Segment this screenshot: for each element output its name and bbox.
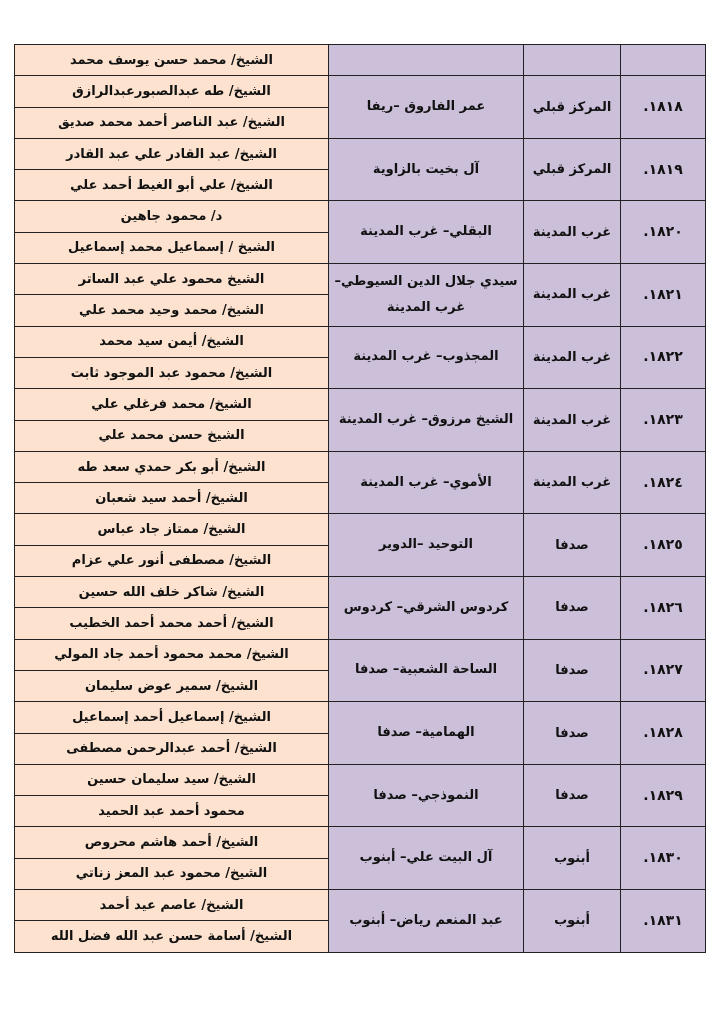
name-cell: الشيخ/ أسامة حسن عبد الله فضل الله [15,921,329,952]
name-cell: الشيخ/ أحمد عبدالرحمن مصطفى [15,733,329,764]
name-cell: الشيخ/ عاصم عيد أحمد [15,890,329,921]
name-cell: الشيخ/ أحمد محمد أحمد الخطيب [15,608,329,639]
number-cell: ١٨١٩. [621,138,706,201]
name-cell: الشيخ/ أحمد هاشم محروص [15,827,329,858]
location-cell: صدفا [524,514,621,577]
mosque-cell: عمر الفاروق –ريفا [329,76,524,139]
location-cell: صدفا [524,764,621,827]
number-cell: ١٨٣١. [621,890,706,953]
location-cell: غرب المدينة [524,201,621,264]
name-cell: الشيخ/ محمود عبد المعز زناتي [15,858,329,889]
table-row [15,389,706,420]
mosque-cell: عبد المنعم رياض– أبنوب [329,890,524,953]
name-cell: الشيخ/ أبو بكر حمدي سعد طه [15,451,329,482]
number-cell: ١٨٢٨. [621,702,706,765]
name-cell: الشيخ/ محمد حسن يوسف محمد [15,45,329,76]
mosque-cell: الساحة الشعبية– صدفا [329,639,524,702]
mosque-cell: الشيخ مرزوق– غرب المدينة [329,389,524,452]
table-row [15,764,706,795]
name-cell: الشيخ/ محمود عبد الموجود ثابت [15,357,329,388]
mosque-cell: كردوس الشرقي– كردوس [329,577,524,640]
number-cell: ١٨٢٧. [621,639,706,702]
number-cell [621,45,706,76]
table-row [15,639,706,670]
table-row [15,890,706,921]
number-cell: ١٨٣٠. [621,827,706,890]
table-row [15,45,706,76]
name-cell: الشيخ/ شاكر خلف الله حسين [15,577,329,608]
table-row [15,577,706,608]
name-cell: الشيخ/ عبد القادر علي عبد القادر [15,138,329,169]
name-cell: الشيخ/ سيد سليمان حسين [15,764,329,795]
number-cell: ١٨٢٥. [621,514,706,577]
location-cell [524,45,621,76]
table-row [15,138,706,169]
number-cell: ١٨٢٩. [621,764,706,827]
location-cell: غرب المدينة [524,389,621,452]
name-cell: الشيخ حسن محمد علي [15,420,329,451]
assignments-table [14,44,706,953]
location-cell: غرب المدينة [524,451,621,514]
number-cell: ١٨٢٤. [621,451,706,514]
name-cell: الشيخ/ أيمن سيد محمد [15,326,329,357]
table-row [15,702,706,733]
mosque-cell: الهمامية– صدفا [329,702,524,765]
number-cell: ١٨٢٠. [621,201,706,264]
number-cell: ١٨٢٢. [621,326,706,389]
table-row [15,451,706,482]
location-cell: صدفا [524,702,621,765]
number-cell: ١٨١٨. [621,76,706,139]
location-cell: أبنوب [524,827,621,890]
mosque-cell [329,45,524,76]
location-cell: غرب المدينة [524,326,621,389]
name-cell: الشيخ/ ممتاز جاد عباس [15,514,329,545]
table-row [15,264,706,295]
table-row [15,76,706,107]
mosque-cell: النموذجي– صدفا [329,764,524,827]
name-cell: الشيخ/ طه عبدالصبورعبدالرازق [15,76,329,107]
number-cell: ١٨٢٣. [621,389,706,452]
name-cell: د/ محمود جاهين [15,201,329,232]
name-cell: الشيخ/ محمد فرغلي علي [15,389,329,420]
mosque-cell: آل البيت علي– أبنوب [329,827,524,890]
number-cell: ١٨٢١. [621,264,706,327]
name-cell: الشيخ/ أحمد سيد شعبان [15,483,329,514]
location-cell: غرب المدينة [524,264,621,327]
name-cell: الشيخ/ محمد محمود أحمد جاد المولي [15,639,329,670]
location-cell: أبنوب [524,890,621,953]
location-cell: المركز قبلي [524,138,621,201]
mosque-cell: سيدي جلال الدين السيوطي– غرب المدينة [329,264,524,327]
name-cell: الشيخ/ عبد الناصر أحمد محمد صديق [15,107,329,138]
number-cell: ١٨٢٦. [621,577,706,640]
table-row [15,201,706,232]
name-cell: الشيخ / إسماعيل محمد إسماعيل [15,232,329,263]
table-row [15,827,706,858]
mosque-cell: المجذوب– غرب المدينة [329,326,524,389]
table-row [15,514,706,545]
location-cell: صدفا [524,577,621,640]
name-cell: الشيخ/ سمير عوض سليمان [15,670,329,701]
mosque-cell: آل بخيت بالزاوية [329,138,524,201]
location-cell: صدفا [524,639,621,702]
name-cell: الشيخ محمود علي عبد الساتر [15,264,329,295]
mosque-cell: التوحيد –الدوير [329,514,524,577]
mosque-cell: الأموي– غرب المدينة [329,451,524,514]
name-cell: الشيخ/ إسماعيل أحمد إسماعيل [15,702,329,733]
name-cell: محمود أحمد عبد الحميد [15,796,329,827]
table-row [15,326,706,357]
name-cell: الشيخ/ علي أبو الغيط أحمد علي [15,170,329,201]
mosque-cell: البقلي– غرب المدينة [329,201,524,264]
location-cell: المركز قبلي [524,76,621,139]
name-cell: الشيخ/ مصطفى أنور علي عزام [15,545,329,576]
name-cell: الشيخ/ محمد وحيد محمد علي [15,295,329,326]
